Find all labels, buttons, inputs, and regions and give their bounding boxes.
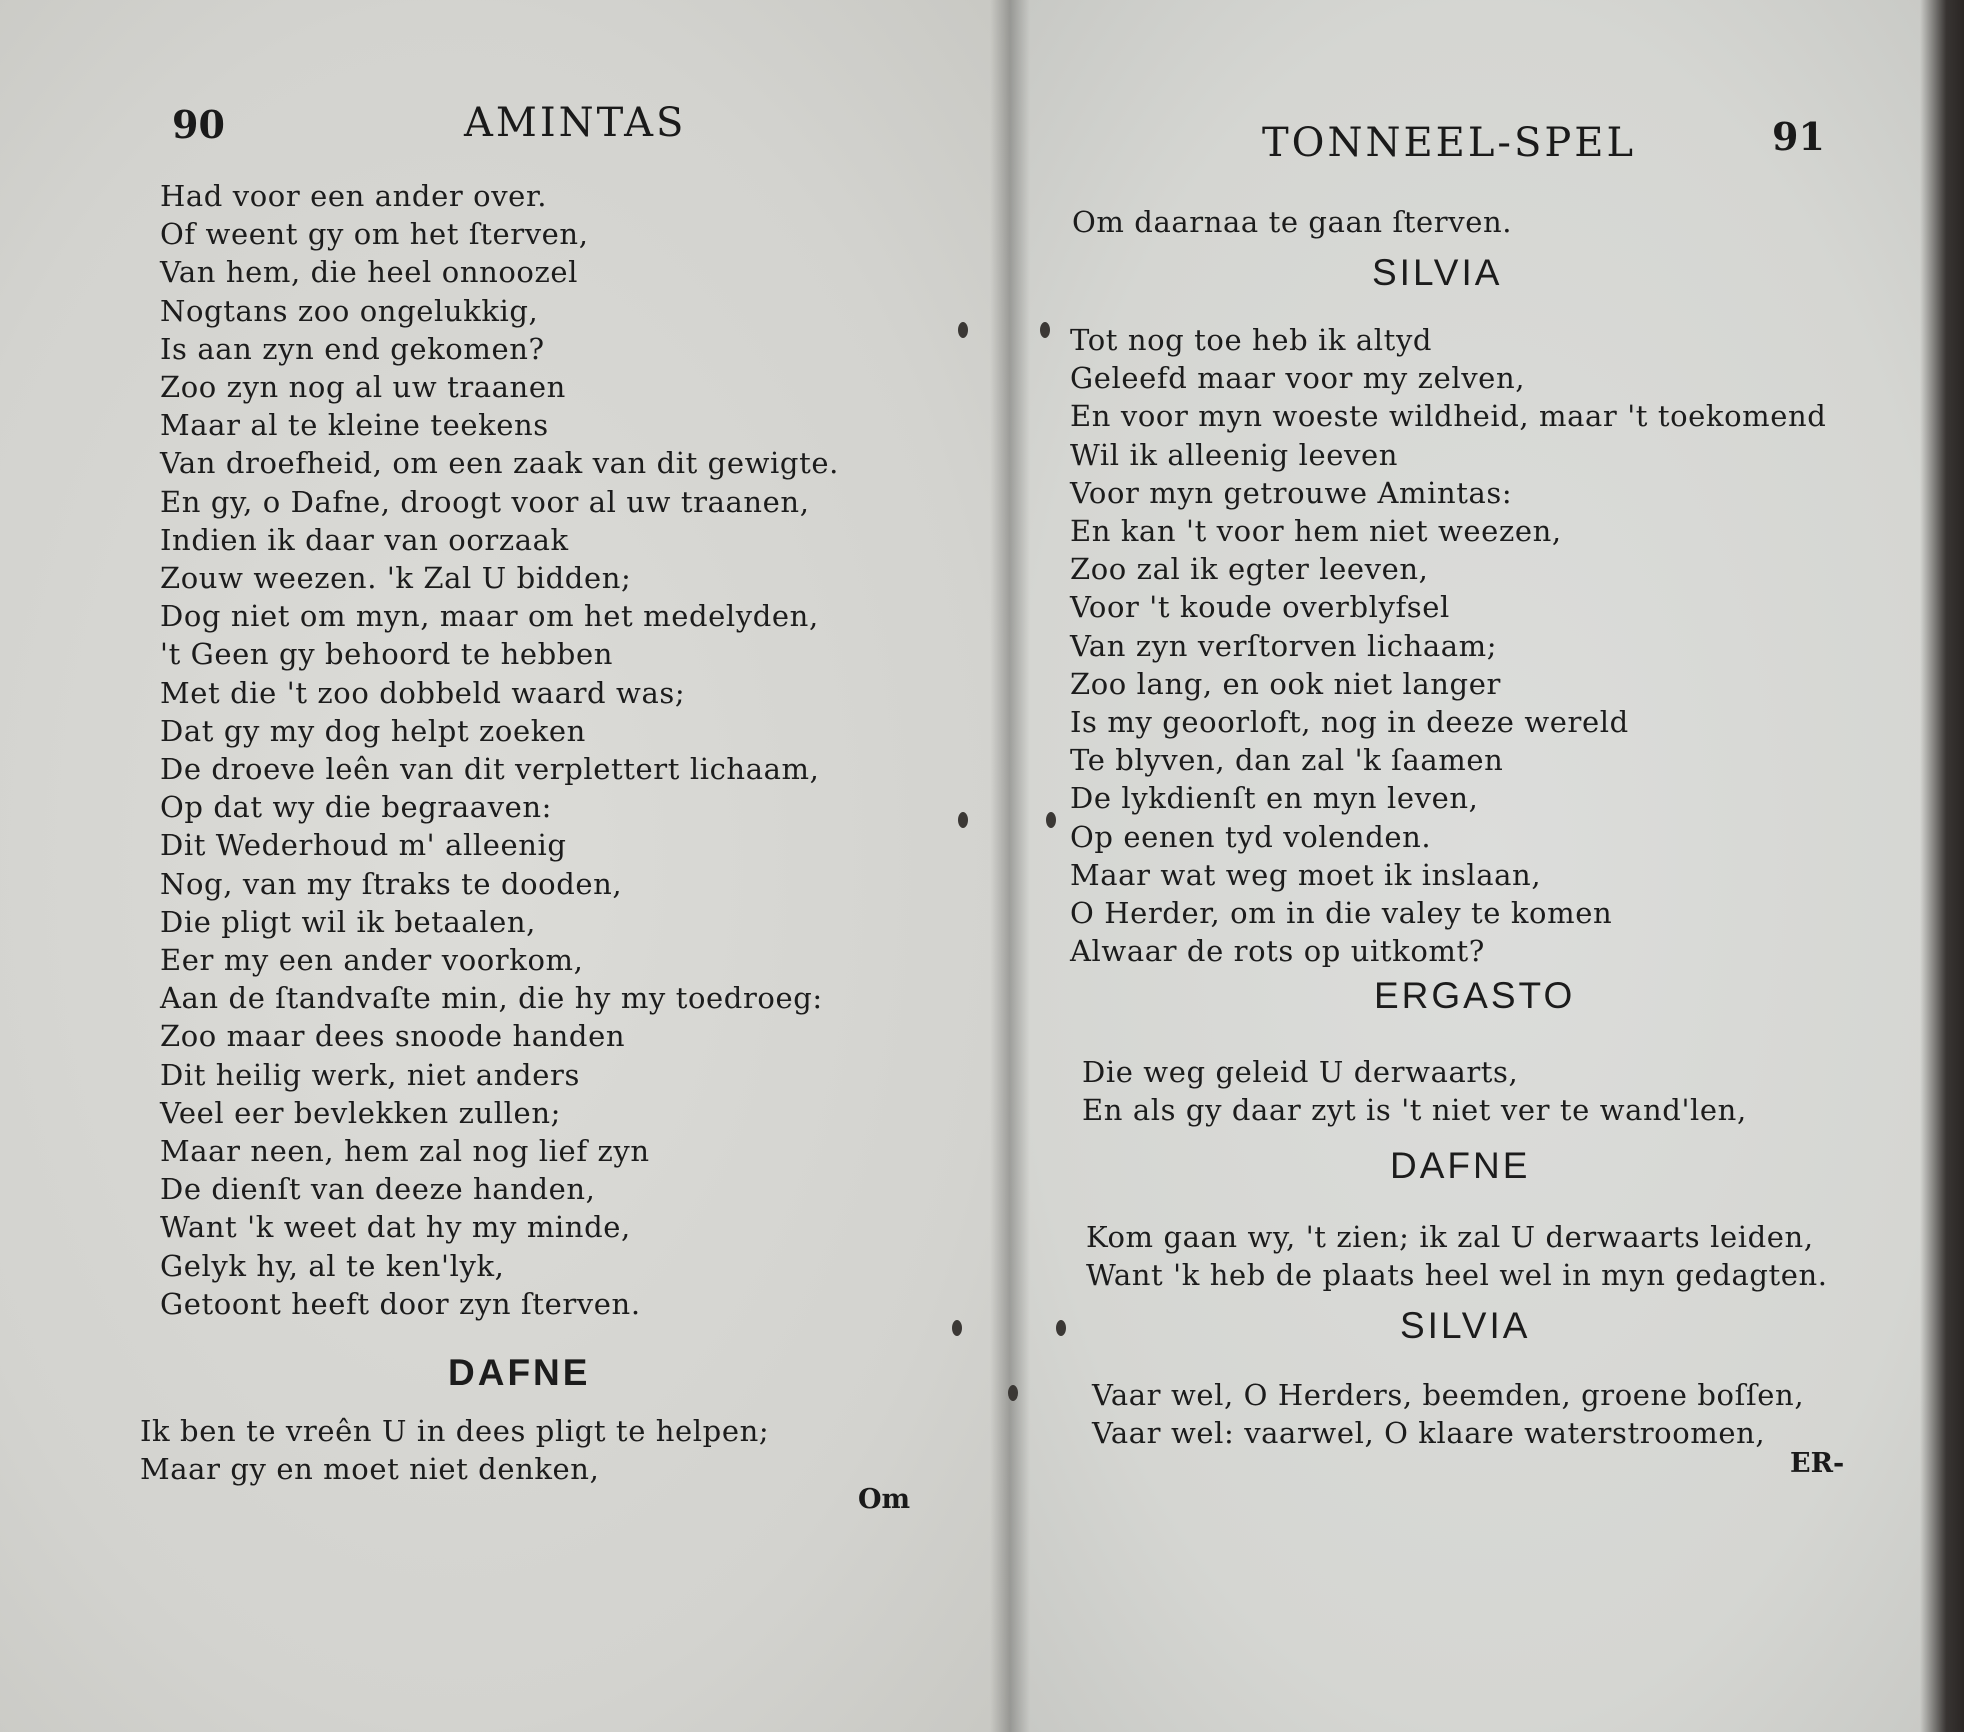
verse-lines-left xyxy=(160,177,839,1323)
verse-line: Wil ik alleenig leeven xyxy=(1070,437,1399,472)
verse-line: De lykdienſt en myn leven, xyxy=(1070,781,1479,816)
speaker-silvia-2: SILVIA xyxy=(1400,1305,1531,1346)
binding-hole xyxy=(952,1320,962,1336)
verse-line: Op eenen tyd volenden. xyxy=(1070,819,1432,854)
verse-line: Is my geoorloft, nog in deeze wereld xyxy=(1070,705,1629,740)
verse-line: Dit heilig werk, niet anders xyxy=(160,1057,580,1092)
verse-line: Nog, van my ſtraks te dooden, xyxy=(160,866,623,901)
verse-line: Van zyn verſtorven lichaam; xyxy=(1070,628,1498,663)
verse-line: En voor myn woeste wildheid, maar 't toekomend xyxy=(1070,399,1827,434)
verse-line: Met die 't zoo dobbeld waard was; xyxy=(160,675,686,710)
verse-line: Getoont heeft door zyn ſterven. xyxy=(160,1286,641,1321)
binding-hole xyxy=(1008,1385,1018,1401)
verse-line: Is aan zyn end gekomen? xyxy=(160,331,545,366)
verse-line: Die pligt wil ik betaalen, xyxy=(160,904,537,939)
verse-line: Te blyven, dan zal 'k ſaamen xyxy=(1070,743,1504,778)
verse-line: Eer my een ander voorkom, xyxy=(160,943,584,978)
verse-line: Zoo zal ik egter leeven, xyxy=(1070,552,1429,587)
catchword-right: ER- xyxy=(1790,1448,1845,1479)
running-head-right: TONNEEL-SPEL xyxy=(1262,120,1637,166)
verse-line: Tot nog toe heb ik altyd xyxy=(1070,323,1433,357)
verse-line: Gelyk hy, al te ken'lyk, xyxy=(160,1248,505,1283)
verse-line: En als gy daar zyt is 't niet ver te wand'len, xyxy=(1082,1093,1747,1128)
verse-line: Die weg geleid U derwaarts, xyxy=(1082,1055,1519,1089)
verse-line: Voor 't koude overblyfsel xyxy=(1070,590,1450,625)
verse-line: Ik ben te vreên U in dees pligt te helpen; xyxy=(140,1414,770,1448)
verse-line: En kan 't voor hem niet weezen, xyxy=(1070,514,1562,549)
binding-hole xyxy=(1040,322,1050,338)
verse-line: Zoo maar dees snoode handen xyxy=(160,1019,626,1054)
speaker-dafne-left: DAFNE xyxy=(448,1352,591,1393)
verse-line: Op dat wy die begraaven: xyxy=(160,790,553,825)
verse-line: Zoo lang, en ook niet langer xyxy=(1070,666,1501,701)
verse-line: Alwaar de rots op uitkomt? xyxy=(1070,934,1485,969)
right-page xyxy=(1010,0,1964,1732)
verse-line: Geleefd maar voor my zelven, xyxy=(1070,361,1526,396)
binding-hole xyxy=(958,812,968,828)
verse-line: Maar al te kleine teekens xyxy=(160,408,549,443)
verse-line: Zouw weezen. 'k Zal U bidden; xyxy=(160,561,632,596)
running-head-left: AMINTAS xyxy=(464,100,687,146)
verse-line: De dienſt van deeze handen, xyxy=(160,1172,596,1207)
verse-line: Vaar wel, O Herders, beemden, groene boſſen, xyxy=(1092,1378,1805,1412)
verse-line: Veel eer bevlekken zullen; xyxy=(160,1095,561,1130)
verse-line: Aan de ſtandvaſte min, die hy my toedroeg: xyxy=(160,981,823,1016)
catchword-left: Om xyxy=(858,1484,911,1515)
verse-line: Maar wat weg moet ik inslaan, xyxy=(1070,857,1542,892)
verse-line: Dog niet om myn, maar om het medelyden, xyxy=(160,599,819,634)
verse-line: Zoo zyn nog al uw traanen xyxy=(160,370,566,405)
binding-hole xyxy=(958,322,968,338)
verse-line: Want 'k heb de plaats heel wel in myn gedagten. xyxy=(1086,1258,1828,1293)
verse-line: 't Geen gy behoord te hebben xyxy=(160,637,614,672)
verse-line: Van droefheid, om een zaak van dit gewigte. xyxy=(160,446,839,481)
verse-lines-silvia-1 xyxy=(1070,321,1826,970)
verse-line: Nogtans zoo ongelukkig, xyxy=(160,293,539,328)
binding-hole xyxy=(1056,1320,1066,1336)
verse-lines-silvia-2 xyxy=(1092,1376,1804,1452)
verse-line: Vaar wel: vaarwel, O klaare waterstroomen, xyxy=(1092,1416,1766,1451)
verse-line: O Herder, om in die valey te komen xyxy=(1070,896,1613,931)
verse-line: Want 'k weet dat hy my minde, xyxy=(160,1210,631,1245)
verse-line: Maar neen, hem zal nog lief zyn xyxy=(160,1134,650,1169)
speech-lines-left xyxy=(140,1412,769,1488)
book-gutter xyxy=(990,0,1030,1732)
verse-line: Maar gy en moet niet denken, xyxy=(140,1452,600,1487)
speaker-silvia-1: SILVIA xyxy=(1372,252,1503,293)
verse-line: Dat gy my dog helpt zoeken xyxy=(160,713,586,748)
verse-line: Voor myn getrouwe Amintas: xyxy=(1070,475,1513,510)
speaker-dafne-right: DAFNE xyxy=(1390,1145,1531,1186)
speaker-ergasto: ERGASTO xyxy=(1374,975,1576,1016)
page-edge-shadow xyxy=(1920,0,1964,1732)
page-number-right: 91 xyxy=(1772,114,1825,159)
verse-lines-ergasto xyxy=(1082,1053,1747,1129)
verse-line: Had voor een ander over. xyxy=(160,179,548,213)
first-line-right: Om daarnaa te gaan ſterven. xyxy=(1072,205,1513,239)
binding-hole xyxy=(1046,812,1056,828)
verse-line: De droeve leên van dit verplettert lichaam, xyxy=(160,752,820,787)
verse-line: En gy, o Dafne, droogt voor al uw traanen, xyxy=(160,484,810,519)
verse-line: Kom gaan wy, 't zien; ik zal U derwaarts leiden, xyxy=(1086,1220,1814,1254)
verse-line: Van hem, die heel onnoozel xyxy=(160,255,579,290)
page-number-left: 90 xyxy=(172,102,225,147)
verse-lines-dafne-right xyxy=(1086,1218,1828,1294)
verse-line: Dit Wederhoud m' alleenig xyxy=(160,828,567,863)
verse-line: Of weent gy om het ſterven, xyxy=(160,217,589,252)
verse-line: Indien ik daar van oorzaak xyxy=(160,522,569,557)
